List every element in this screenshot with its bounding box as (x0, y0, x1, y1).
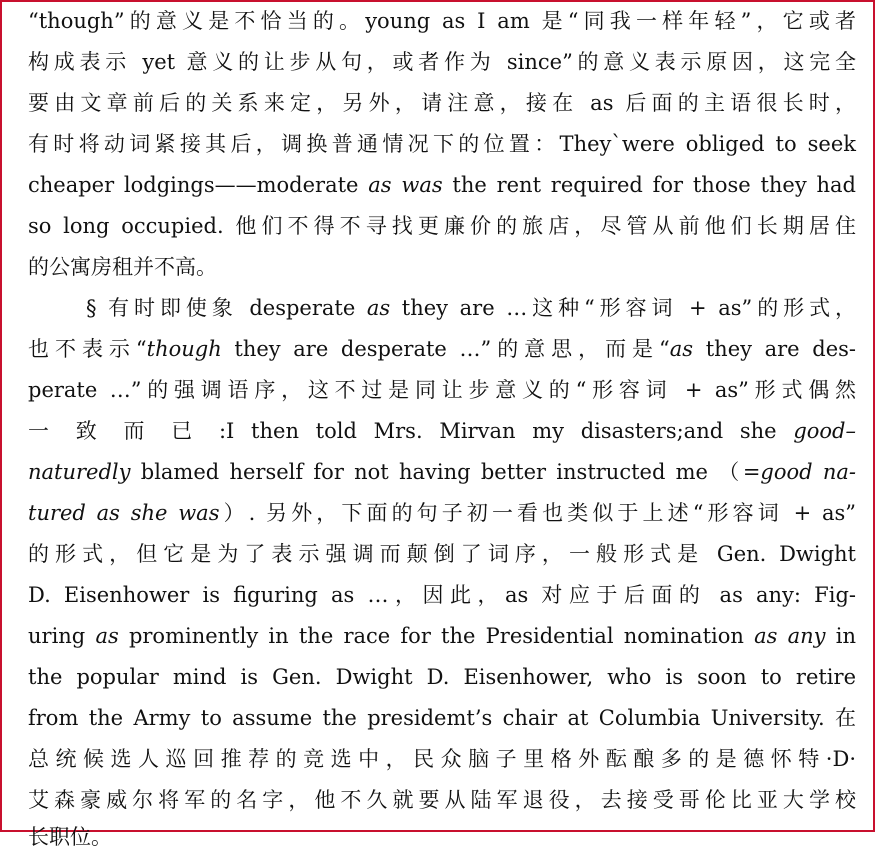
paragraph-1-line-6 (28, 209, 856, 243)
text-segment: from the Army to assume the presidemt’s chair at Columbia University. 在 (28, 706, 856, 730)
paragraph-1-line-3 (28, 86, 856, 120)
italic-text-segment: as (95, 624, 119, 648)
italic-text-segment: though (146, 337, 222, 361)
text-segment: in (825, 624, 856, 648)
italic-text-segment: tured as she was (28, 501, 220, 525)
text-segment: they are …这种“形容词 + as”的形式， (390, 296, 856, 320)
paragraph-2-line-1 (86, 291, 856, 325)
text-segment: 也不表示“ (28, 337, 147, 361)
paragraph-2-line-14 (28, 820, 856, 854)
text-segment: the popular mind is Gen. Dwight D. Eisenhower, who is soon to retire (28, 665, 856, 689)
text-segment: they are desperate …”的意思，而是“ (221, 337, 670, 361)
paragraph-2-line-10 (28, 660, 856, 694)
paragraph-1-line-4 (28, 127, 856, 161)
italic-text-segment: as any (754, 624, 826, 648)
italic-text-segment: as (366, 296, 391, 320)
text-block (2, 2, 873, 849)
text-segment: § 有时即使象 desperate (86, 296, 367, 320)
paragraph-2-line-9 (28, 619, 856, 653)
text-segment: 一 致 而 已 :I then told Mrs. Mirvan my disasters;and she (28, 419, 794, 443)
text-segment: blamed herself for not having better instructed me （= (130, 460, 761, 484)
paragraph-2-line-11 (28, 701, 856, 735)
italic-text-segment: naturedly (28, 460, 131, 484)
italic-text-segment: as was (368, 173, 443, 197)
text-segment: 艾森豪威尔将军的名字，他不久就要从陆军退役，去接受哥伦比亚大学校 (28, 788, 856, 812)
text-segment: cheaper lodgings——moderate (28, 173, 369, 197)
text-segment: D. Eisenhower is figuring as …，因此，as 对应于后面的 as any: Fig- (28, 583, 856, 607)
text-segment: they are des- (693, 337, 857, 361)
text-segment: 的公寓房租并不高。 (28, 255, 217, 279)
text-segment: 有时将动词紧接其后，调换普通情况下的位置：They`were obliged to seek (28, 132, 856, 156)
text-segment: the rent required for those they had (442, 173, 856, 197)
paragraph-1-line-1 (28, 4, 856, 38)
text-segment: perate …”的强调语序，这不过是同让步意义的“形容词 + as”形式偶然 (28, 378, 856, 402)
paragraph-2-line-8 (28, 578, 856, 612)
text-segment: “though”的意义是不恰当的。young as I am 是“同我一样年轻”，它或者 (28, 9, 856, 33)
paragraph-2-line-2 (28, 332, 856, 366)
paragraph-2-line-12 (28, 742, 856, 776)
text-segment: 的形式，但它是为了表示强调而颠倒了词序，一般形式是 Gen. Dwight (28, 542, 856, 566)
text-segment: prominently in the race for the Presidential nomination (118, 624, 755, 648)
text-segment: 总统候选人巡回推荐的竞选中，民众脑子里格外酝酿多的是德怀特·D· (28, 747, 856, 771)
paragraph-2-line-6 (28, 496, 856, 530)
paragraph-2-line-5 (28, 455, 856, 489)
italic-text-segment: good– (793, 419, 856, 443)
paragraph-2-line-13 (28, 783, 856, 817)
paragraph-2-line-7 (28, 537, 856, 571)
paragraph-2-line-3 (28, 373, 856, 407)
paragraph-2-line-4 (28, 414, 856, 448)
text-segment: 长职位。 (28, 825, 112, 849)
italic-text-segment: good na- (760, 460, 856, 484)
paragraph-1-line-7 (28, 250, 856, 284)
text-segment: ）. 另外，下面的句子初一看也类似于上述“形容词 + as” (219, 501, 856, 525)
text-segment: 构成表示 yet 意义的让步从句，或者作为 since”的意义表示原因，这完全 (28, 50, 856, 74)
paragraph-1-line-5 (28, 168, 856, 202)
text-segment: 要由文章前后的关系来定，另外，请注意，接在 as 后面的主语很长时， (28, 91, 856, 115)
text-segment: so long occupied. 他们不得不寻找更廉价的旅店，尽管从前他们长期居住 (28, 214, 856, 238)
text-segment: uring (28, 624, 96, 648)
paragraph-1-line-2 (28, 45, 856, 79)
italic-text-segment: as (669, 337, 694, 361)
